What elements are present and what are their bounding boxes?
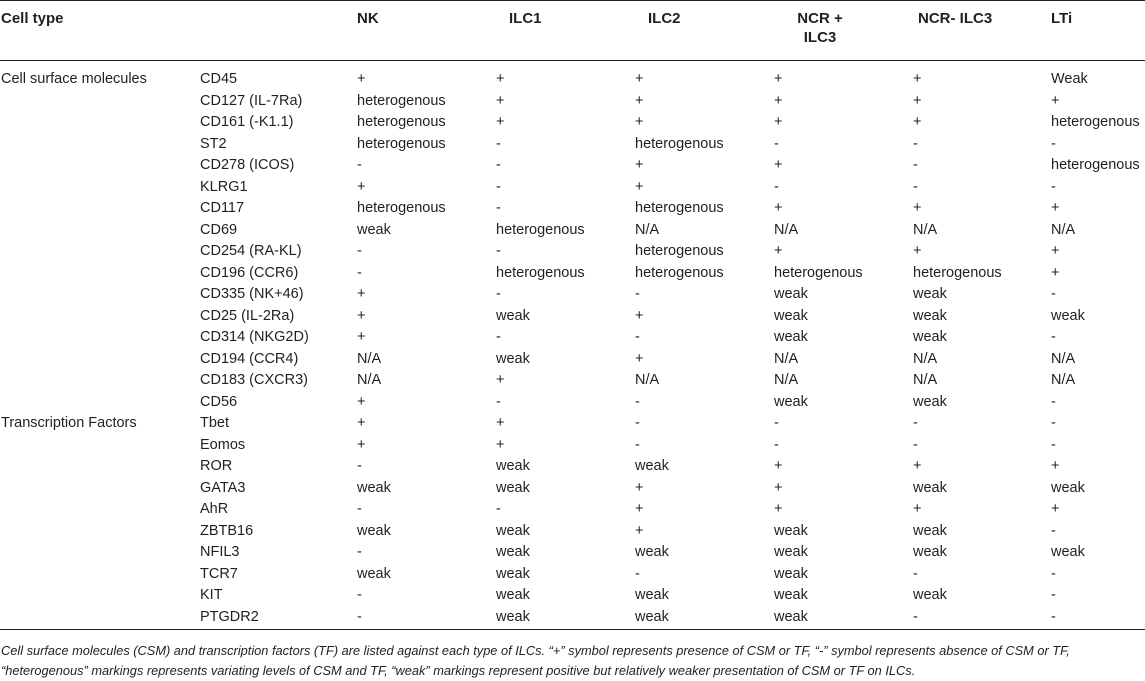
ilc2-cell: heterogenous <box>635 200 724 216</box>
ilc2-cell: + <box>635 350 644 367</box>
ncr-plus-ilc3-cell: weak <box>774 329 808 345</box>
molecule-cell: CD56 <box>200 393 238 410</box>
nk-cell: - <box>357 587 362 603</box>
ncr-plus-ilc3-cell: N/A <box>774 372 799 388</box>
ncr-plus-ilc3-cell: N/A <box>774 221 799 238</box>
lti-cell: N/A <box>1051 372 1076 388</box>
ncr-plus-ilc3-cell: + <box>774 200 783 216</box>
lti-cell: - <box>1051 522 1056 539</box>
nk-cell: - <box>357 458 362 474</box>
ncr-plus-ilc3-cell: - <box>774 415 779 431</box>
ncr-minus-ilc3-cell: + <box>913 71 922 87</box>
header-cell-type: Cell type <box>1 10 64 27</box>
ncr-plus-ilc3-cell: weak <box>774 286 808 302</box>
nk-cell: + <box>357 393 366 410</box>
table-body <box>0 69 1145 628</box>
ncr-plus-ilc3-cell: + <box>774 501 783 517</box>
ilc1-cell: weak <box>496 350 530 367</box>
ncr-minus-ilc3-cell: weak <box>913 286 947 302</box>
table-row <box>0 392 1145 414</box>
ilc2-cell: - <box>635 415 640 431</box>
lti-cell: + <box>1051 458 1060 474</box>
molecule-cell: Tbet <box>200 415 230 431</box>
molecule-cell: KIT <box>200 587 223 603</box>
ilc1-cell: - <box>496 501 501 517</box>
ilc1-cell: - <box>496 243 501 259</box>
header-nk: NK <box>357 10 379 27</box>
nk-cell: - <box>357 157 362 173</box>
table-row <box>0 585 1145 607</box>
nk-cell: heterogenous <box>357 114 446 130</box>
ilc1-cell: weak <box>496 544 530 560</box>
molecule-cell: CD335 (NK+46) <box>200 286 304 302</box>
ncr-minus-ilc3-cell: N/A <box>913 221 938 238</box>
table-row <box>0 413 1145 435</box>
ncr-minus-ilc3-cell: weak <box>913 522 947 539</box>
ilc1-cell: - <box>496 178 501 195</box>
table-caption: Cell surface molecules (CSM) and transcription factors (TF) are listed against each type of ILCs. “+” symbol represents presence of CSM or TF, “-” symbol represents absence of CSM or TF, “heterogenous” markings represents variating levels of CSM and TF, “weak” markings represent positive but relatively weaker presentation of CSM or TF on ILCs. <box>1 643 1070 678</box>
molecule-cell: CD117 <box>200 200 245 216</box>
ncr-minus-ilc3-cell: + <box>913 92 922 109</box>
table-row <box>0 607 1145 629</box>
ilc2-cell: N/A <box>635 221 660 238</box>
ncr-minus-ilc3-cell: - <box>913 565 918 582</box>
ncr-minus-ilc3-cell: - <box>913 135 918 152</box>
table-row <box>0 69 1145 91</box>
ncr-plus-ilc3-cell: N/A <box>774 350 799 367</box>
lti-cell: N/A <box>1051 350 1076 367</box>
nk-cell: + <box>357 178 366 195</box>
nk-cell: heterogenous <box>357 92 446 109</box>
ilc1-cell: weak <box>496 307 530 324</box>
table-row <box>0 306 1145 328</box>
ilc2-cell: weak <box>635 458 669 474</box>
lti-cell: heterogenous <box>1051 114 1140 130</box>
nk-cell: N/A <box>357 372 382 388</box>
molecule-cell: GATA3 <box>200 479 246 496</box>
table-row <box>0 91 1145 113</box>
nk-cell: weak <box>357 565 391 582</box>
molecule-cell: ROR <box>200 458 233 474</box>
header-ilc1: ILC1 <box>509 10 542 27</box>
table-row <box>0 370 1145 392</box>
ilc1-cell: weak <box>496 458 530 474</box>
ncr-plus-ilc3-cell: + <box>774 458 783 474</box>
molecule-cell: NFIL3 <box>200 544 240 560</box>
ilc2-cell: - <box>635 286 640 302</box>
nk-cell: heterogenous <box>357 200 446 216</box>
lti-cell: - <box>1051 393 1056 410</box>
ilc2-cell: - <box>635 565 640 582</box>
ncr-plus-ilc3-cell: weak <box>774 544 808 560</box>
molecule-cell: CD69 <box>200 221 238 238</box>
ncr-plus-ilc3-cell: weak <box>774 393 808 410</box>
ncr-plus-ilc3-cell: weak <box>774 608 808 625</box>
ncr-plus-ilc3-cell: + <box>774 71 783 87</box>
ilc1-cell: - <box>496 286 501 302</box>
ncr-plus-ilc3-cell: heterogenous <box>774 264 863 281</box>
nk-cell: + <box>357 307 366 324</box>
nk-cell: + <box>357 436 366 453</box>
molecule-cell: KLRG1 <box>200 178 248 195</box>
ilc1-cell: + <box>496 436 505 453</box>
ilc1-cell: weak <box>496 522 530 539</box>
molecule-cell: CD278 (ICOS) <box>200 157 295 173</box>
ilc2-cell: heterogenous <box>635 135 724 152</box>
lti-cell: + <box>1051 243 1060 259</box>
table-row <box>0 198 1145 220</box>
ncr-minus-ilc3-cell: - <box>913 608 918 625</box>
ncr-minus-ilc3-cell: N/A <box>913 372 938 388</box>
molecule-cell: CD45 <box>200 71 238 87</box>
ilc2-cell: weak <box>635 608 669 625</box>
ncr-minus-ilc3-cell: weak <box>913 544 947 560</box>
category-cell: Cell surface molecules <box>1 71 147 87</box>
ilc1-cell: weak <box>496 479 530 496</box>
ilc2-cell: + <box>635 307 644 324</box>
ilc1-cell: + <box>496 71 505 87</box>
ilc1-cell: heterogenous <box>496 221 585 238</box>
ilc2-cell: weak <box>635 544 669 560</box>
ilc1-cell: - <box>496 393 501 410</box>
ncr-plus-ilc3-cell: - <box>774 436 779 453</box>
ncr-minus-ilc3-cell: + <box>913 200 922 216</box>
ilc1-cell: heterogenous <box>496 264 585 281</box>
ilc1-cell: weak <box>496 608 530 625</box>
nk-cell: weak <box>357 221 391 238</box>
ilc2-cell: - <box>635 329 640 345</box>
nk-cell: - <box>357 544 362 560</box>
ilc2-cell: heterogenous <box>635 264 724 281</box>
table-row <box>0 349 1145 371</box>
molecule-cell: CD161 (-K1.1) <box>200 114 294 130</box>
molecule-cell: CD196 (CCR6) <box>200 264 299 281</box>
header-ncr-plus-line2: ILC3 <box>803 29 837 46</box>
ncr-plus-ilc3-cell: weak <box>774 307 808 324</box>
nk-cell: + <box>357 286 366 302</box>
nk-cell: + <box>357 415 366 431</box>
lti-cell: + <box>1051 200 1060 216</box>
nk-cell: weak <box>357 479 391 496</box>
header-lti: LTi <box>1051 10 1073 27</box>
ilc1-cell: + <box>496 415 505 431</box>
ncr-plus-ilc3-cell: + <box>774 243 783 259</box>
ncr-minus-ilc3-cell: weak <box>913 393 947 410</box>
ilc2-cell: + <box>635 71 644 87</box>
table-row <box>0 134 1145 156</box>
molecule-cell: CD314 (NKG2D) <box>200 329 309 345</box>
ncr-minus-ilc3-cell: - <box>913 415 918 431</box>
table-row <box>0 284 1145 306</box>
ncr-plus-ilc3-cell: weak <box>774 522 808 539</box>
lti-cell: - <box>1051 286 1056 302</box>
nk-cell: N/A <box>357 350 382 367</box>
ilc2-cell: + <box>635 479 644 496</box>
ilc2-cell: + <box>635 178 644 195</box>
molecule-cell: Eomos <box>200 436 246 453</box>
table-row <box>0 435 1145 457</box>
lti-cell: + <box>1051 501 1060 517</box>
ilc1-cell: weak <box>496 565 530 582</box>
lti-cell: heterogenous <box>1051 157 1140 173</box>
lti-cell: weak <box>1051 307 1085 324</box>
table-row <box>0 155 1145 177</box>
lti-cell: Weak <box>1051 71 1088 87</box>
ilc1-cell: + <box>496 372 505 388</box>
table-row <box>0 542 1145 564</box>
table-top-rule <box>0 0 1145 1</box>
ncr-minus-ilc3-cell: weak <box>913 307 947 324</box>
ilc2-cell: weak <box>635 587 669 603</box>
molecule-cell: ZBTB16 <box>200 522 254 539</box>
molecule-cell: CD25 (IL-2Ra) <box>200 307 295 324</box>
nk-cell: heterogenous <box>357 135 446 152</box>
ilc1-cell: + <box>496 92 505 109</box>
table-bottom-rule <box>0 629 1145 630</box>
lti-cell: + <box>1051 92 1060 109</box>
ncr-minus-ilc3-cell: weak <box>913 479 947 496</box>
molecule-cell: TCR7 <box>200 565 238 582</box>
lti-cell: - <box>1051 587 1056 603</box>
molecule-cell: ST2 <box>200 135 227 152</box>
ncr-minus-ilc3-cell: - <box>913 178 918 195</box>
nk-cell: weak <box>357 522 391 539</box>
nk-cell: - <box>357 501 362 517</box>
ilc2-cell: + <box>635 157 644 173</box>
nk-cell: - <box>357 243 362 259</box>
table-row <box>0 499 1145 521</box>
molecule-cell: CD183 (CXCR3) <box>200 372 308 388</box>
table-row <box>0 112 1145 134</box>
ncr-plus-ilc3-cell: - <box>774 178 779 195</box>
ncr-minus-ilc3-cell: + <box>913 501 922 517</box>
ilc1-cell: + <box>496 114 505 130</box>
lti-cell: - <box>1051 415 1056 431</box>
header-rule <box>0 60 1145 61</box>
lti-cell: N/A <box>1051 221 1076 238</box>
lti-cell: - <box>1051 135 1056 152</box>
ncr-plus-ilc3-cell: + <box>774 92 783 109</box>
lti-cell: - <box>1051 565 1056 582</box>
ilc2-cell: heterogenous <box>635 243 724 259</box>
table-row <box>0 521 1145 543</box>
lti-cell: + <box>1051 264 1060 281</box>
ilc2-cell: - <box>635 393 640 410</box>
category-cell: Transcription Factors <box>1 415 137 431</box>
table-row <box>0 456 1145 478</box>
molecule-cell: PTGDR2 <box>200 608 259 625</box>
ncr-plus-ilc3-cell: weak <box>774 587 808 603</box>
ncr-minus-ilc3-cell: + <box>913 458 922 474</box>
ncr-minus-ilc3-cell: N/A <box>913 350 938 367</box>
ilc1-cell: - <box>496 157 501 173</box>
ilc2-cell: + <box>635 501 644 517</box>
molecule-cell: CD127 (IL-7Ra) <box>200 92 303 109</box>
table-row <box>0 478 1145 500</box>
header-ncr-minus-ilc3: NCR- ILC3 <box>918 10 993 27</box>
table-row <box>0 220 1145 242</box>
table-row <box>0 564 1145 586</box>
ncr-minus-ilc3-cell: - <box>913 157 918 173</box>
ilc2-cell: + <box>635 522 644 539</box>
molecule-cell: AhR <box>200 501 229 517</box>
nk-cell: + <box>357 71 366 87</box>
molecule-cell: CD254 (RA-KL) <box>200 243 302 259</box>
ncr-plus-ilc3-cell: weak <box>774 565 808 582</box>
lti-cell: weak <box>1051 479 1085 496</box>
ilc2-cell: + <box>635 114 644 130</box>
ncr-minus-ilc3-cell: weak <box>913 587 947 603</box>
lti-cell: - <box>1051 436 1056 453</box>
header-ncr-plus-line1: NCR + <box>797 10 843 27</box>
lti-cell: - <box>1051 329 1056 345</box>
table-row <box>0 241 1145 263</box>
ilc2-cell: + <box>635 92 644 109</box>
table-row <box>0 177 1145 199</box>
ilc1-cell: - <box>496 200 501 216</box>
molecule-cell: CD194 (CCR4) <box>200 350 299 367</box>
lti-cell: - <box>1051 608 1056 625</box>
ilc1-cell: weak <box>496 587 530 603</box>
ncr-minus-ilc3-cell: heterogenous <box>913 264 1002 281</box>
lti-cell: weak <box>1051 544 1085 560</box>
nk-cell: - <box>357 264 362 281</box>
lti-cell: - <box>1051 178 1056 195</box>
nk-cell: + <box>357 329 366 345</box>
ilc2-cell: - <box>635 436 640 453</box>
table-row <box>0 327 1145 349</box>
ncr-minus-ilc3-cell: + <box>913 243 922 259</box>
ncr-plus-ilc3-cell: + <box>774 114 783 130</box>
ilc1-cell: - <box>496 135 501 152</box>
header-ilc2: ILC2 <box>648 10 681 27</box>
ilc2-cell: N/A <box>635 372 660 388</box>
table-row <box>0 263 1145 285</box>
ncr-plus-ilc3-cell: + <box>774 479 783 496</box>
header-ncr-plus-ilc3 <box>770 9 870 47</box>
ncr-minus-ilc3-cell: + <box>913 114 922 130</box>
ncr-minus-ilc3-cell: weak <box>913 329 947 345</box>
nk-cell: - <box>357 608 362 625</box>
ncr-plus-ilc3-cell: - <box>774 135 779 152</box>
ncr-minus-ilc3-cell: - <box>913 436 918 453</box>
ncr-plus-ilc3-cell: + <box>774 157 783 173</box>
ilc1-cell: - <box>496 329 501 345</box>
